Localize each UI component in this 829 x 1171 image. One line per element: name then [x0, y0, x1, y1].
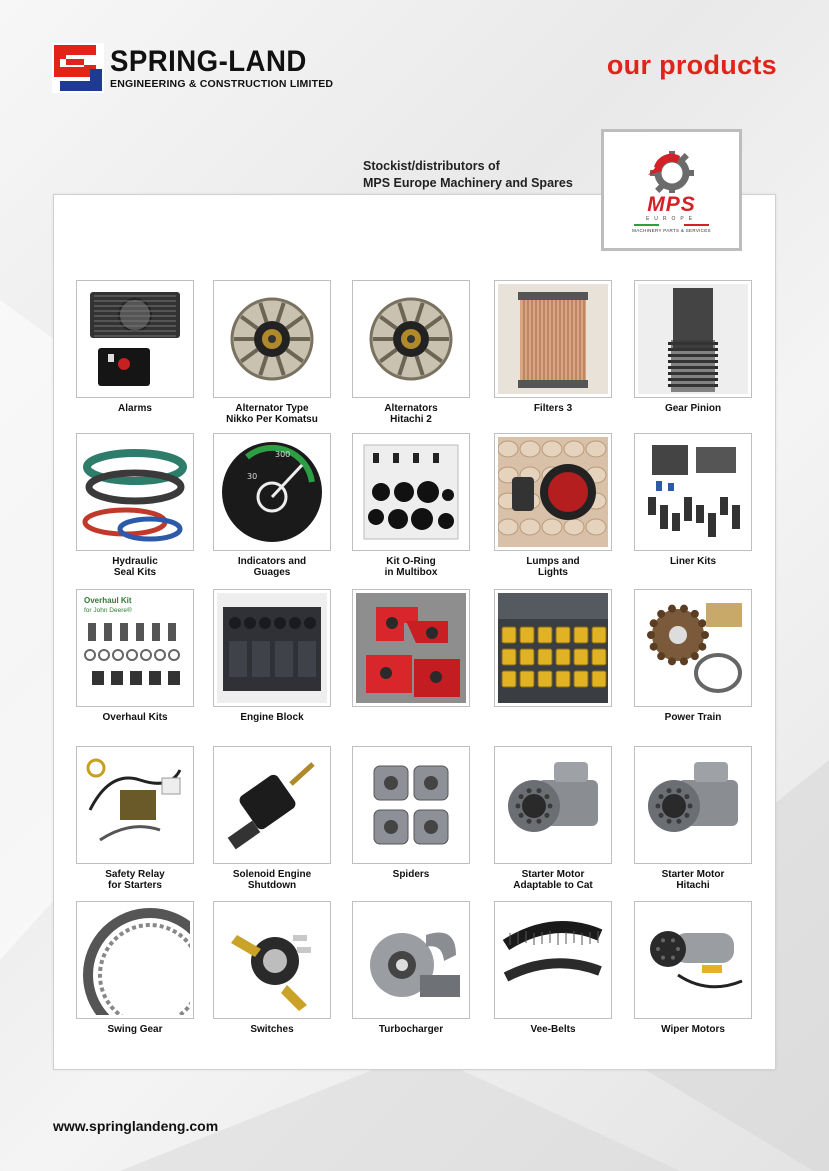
alternator-icon[interactable] — [213, 280, 331, 398]
product-label: Alternators Hitachi 2 — [384, 403, 438, 425]
starter-motor-icon[interactable] — [634, 746, 752, 864]
product-tile[interactable] — [213, 901, 331, 1035]
product-label: Switches — [250, 1024, 294, 1035]
alarm-unit-icon[interactable] — [76, 280, 194, 398]
product-label: Swing Gear — [107, 1024, 163, 1035]
product-tile[interactable] — [494, 433, 612, 578]
power-train-icon[interactable] — [634, 589, 752, 707]
gear-pinion-icon[interactable] — [634, 280, 752, 398]
product-label: Gear Pinion — [664, 403, 722, 414]
track-chain-icon[interactable] — [494, 589, 612, 707]
swing-gear-icon[interactable] — [76, 901, 194, 1019]
product-tile[interactable] — [76, 433, 194, 578]
product-tile[interactable] — [634, 901, 752, 1035]
product-label: Alarms — [118, 403, 152, 414]
product-label: Lumps and Lights — [526, 556, 580, 578]
product-label: Vee-Belts — [530, 1024, 576, 1035]
product-tile[interactable] — [494, 280, 612, 414]
product-tile[interactable] — [76, 746, 194, 891]
product-tile[interactable] — [494, 589, 612, 712]
company-logo[interactable] — [52, 43, 333, 93]
mps-europe-logo[interactable] — [601, 129, 742, 251]
product-label: Indicators and Guages — [237, 556, 307, 578]
product-label: Starter Motor Adaptable to Cat — [513, 869, 593, 891]
product-label: Kit O-Ring in Multibox — [384, 556, 438, 578]
product-tile[interactable] — [213, 589, 331, 723]
product-tile[interactable] — [634, 433, 752, 567]
company-subtitle: ENGINEERING & CONSTRUCTION LIMITED — [110, 77, 334, 90]
product-label: Wiper Motors — [661, 1024, 725, 1035]
air-filter-icon[interactable] — [494, 280, 612, 398]
product-tile[interactable] — [494, 901, 612, 1035]
product-tile[interactable] — [76, 589, 194, 723]
red-brackets-icon[interactable] — [352, 589, 470, 707]
stockist-text — [363, 158, 573, 192]
product-label: Power Train — [664, 712, 722, 723]
svg-text:30: 30 — [247, 472, 258, 481]
product-tile[interactable] — [494, 746, 612, 891]
page-heading: our products — [606, 50, 777, 80]
website-link[interactable]: www.springlandeng.com — [53, 1118, 219, 1134]
mps-tagline: MACHINERY PARTS & SERVICES — [632, 228, 711, 233]
product-label: Liner Kits — [669, 556, 717, 567]
mps-title: MPS — [647, 193, 696, 216]
product-label: Hydraulic Seal Kits — [112, 556, 158, 578]
product-tile[interactable] — [352, 901, 470, 1035]
vee-belt-icon[interactable] — [494, 901, 612, 1019]
starter-motor-icon[interactable] — [494, 746, 612, 864]
product-tile[interactable] — [634, 280, 752, 414]
mps-flag-stripe — [634, 224, 710, 226]
engine-block-icon[interactable] — [213, 589, 331, 707]
stockist-line-2: MPS Europe Machinery and Spares — [363, 176, 573, 190]
wiper-motor-icon[interactable] — [634, 901, 752, 1019]
mps-gear-icon — [642, 147, 702, 193]
svg-text:300: 300 — [275, 450, 291, 459]
stockist-line-1: Stockist/distributors of — [363, 159, 500, 173]
spider-coupling-icon[interactable] — [352, 746, 470, 864]
product-tile[interactable] — [76, 280, 194, 414]
product-label: Turbocharger — [378, 1024, 444, 1035]
product-tile[interactable] — [634, 589, 752, 723]
product-tile[interactable] — [213, 746, 331, 891]
mps-region: EUROPE — [645, 216, 698, 222]
product-label: Alternator Type Nikko Per Komatsu — [226, 403, 318, 425]
company-name: SPRING-LAND — [110, 44, 307, 78]
springland-logo-icon — [52, 43, 104, 93]
ignition-switch-icon[interactable] — [213, 901, 331, 1019]
o-ring-box-icon[interactable] — [352, 433, 470, 551]
relay-icon[interactable] — [76, 746, 194, 864]
product-tile[interactable] — [352, 746, 470, 880]
svg-text:Overhaul Kit: Overhaul Kit — [84, 596, 132, 605]
product-label: Starter Motor Hitachi — [661, 869, 725, 891]
product-tile[interactable] — [352, 433, 470, 578]
seal-kit-icon[interactable] — [76, 433, 194, 551]
product-tile[interactable] — [352, 280, 470, 425]
product-label: Filters 3 — [533, 403, 573, 414]
product-tile[interactable] — [213, 280, 331, 425]
liner-kit-icon[interactable] — [634, 433, 752, 551]
alternator-icon[interactable] — [352, 280, 470, 398]
svg-text:for John Deere®: for John Deere® — [84, 607, 132, 614]
turbocharger-icon[interactable] — [352, 901, 470, 1019]
product-tile[interactable] — [634, 746, 752, 891]
product-tile[interactable] — [213, 433, 331, 578]
product-label: Engine Block — [240, 712, 304, 723]
lamp-icon[interactable] — [494, 433, 612, 551]
product-label: Solenoid Engine Shutdown — [232, 869, 312, 891]
product-label: Safety Relay for Starters — [105, 869, 165, 891]
overhaul-kit-icon[interactable] — [76, 589, 194, 707]
product-label: Spiders — [392, 869, 430, 880]
gauge-icon[interactable] — [213, 433, 331, 551]
product-label: Overhaul Kits — [102, 712, 168, 723]
product-tile[interactable] — [352, 589, 470, 712]
solenoid-icon[interactable] — [213, 746, 331, 864]
product-tile[interactable] — [76, 901, 194, 1035]
